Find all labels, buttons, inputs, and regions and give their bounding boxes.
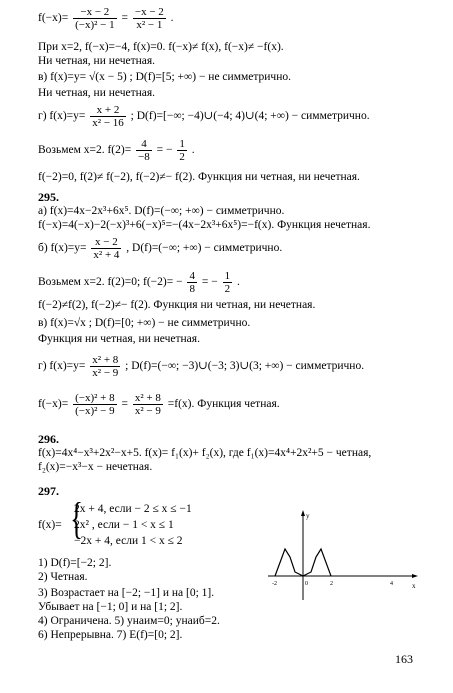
text-line: f₂(x)=−x³−x − нечетная. [38,461,153,473]
text-line [38,354,364,379]
x-axis-arrow [412,574,418,578]
text: = [121,12,128,25]
denominator: (−x)² − 9 [75,405,115,417]
tick-label: 4 [390,581,393,587]
denominator: 2 [179,151,185,163]
numerator: 4 [189,270,195,282]
item-2: 2) Четная. [38,571,88,583]
problem-number: 295. [38,190,59,204]
text-line: Ни четная, ни нечетная. [38,55,156,67]
text: ; D(f)=[−∞; −4)∪(−4; 4)∪(4; +∞) − симметрично. [130,110,370,123]
fraction [133,6,166,31]
text-line [38,236,282,261]
denominator: x² − 9 [92,367,119,379]
numerator: 1 [179,138,185,150]
fraction [90,354,120,379]
fraction [136,138,152,163]
tick-label: -2 [272,581,277,587]
item-6: 6) Непрерывна. 7) E(f)=[0; 2]. [38,629,183,641]
case-1: 2x + 4, если − 2 ≤ x ≤ −1 [74,503,192,515]
denominator: 2 [224,283,231,295]
tick-label: 2 [330,581,333,587]
text-line [38,392,280,417]
text-line: f(−2)=0, f(2)≠ f(−2), f(−2)≠− f(2). Функция ни четная, ни нечетная. [38,171,360,183]
text: ; D(f)=(−∞; −3)∪(−3; 3)∪(3; +∞) − симметрично. [125,360,365,373]
text-line: При x=2, f(−x)=−4, f(x)=0. f(−x)≠ f(x), f(−x)≠ −f(x). [38,41,284,53]
numerator: (−x)² + 8 [75,392,115,404]
function-graph [262,508,422,604]
x-axis-label: x [412,582,416,590]
denominator: 8 [189,283,195,295]
fraction [90,104,126,129]
denominator: x² − 1 [136,19,163,31]
text-line: f(−x)=4(−x)−2(−x)³+6(−x)⁵=−(4x−2x³+6x⁵)=−f(x). Функция нечетная. [38,219,371,231]
y-axis-label: y [306,512,310,520]
text: Возьмем x=2. f(2)= [38,144,132,157]
item-3: 3) Возрастает на [−2; −1] и на [0; 1]. [38,587,215,599]
fraction [177,138,187,163]
text: f(−x)= [38,398,69,411]
text-line: в) f(x)=y= √(x − 5) ; D(f)=[5; +∞) − не симметрично. [38,71,291,83]
numerator: 1 [224,270,231,282]
text-line [38,138,195,163]
text: . [236,276,240,289]
denominator: (−x)² − 1 [75,19,115,31]
text-line: а) f(x)=4x−2x³+6x⁵. D(f)=(−∞; +∞) − симметрично. [38,205,285,217]
text: г) f(x)=y= [38,360,86,373]
text: б) f(x)=y= [38,242,87,255]
brace: { [70,494,83,543]
line-f-minus-x [38,6,174,31]
text-line: f(x)=4x⁴−x³+2x²−x+5. f(x)= f₁(x)+ f₂(x), где f₁(x)=4x⁴+2x²+5 − четная, [38,447,372,459]
denominator: x² − 9 [134,405,161,417]
item-4: Убывает на [−1; 0] и на [1; 2]. [38,601,183,613]
numerator: x² + 8 [134,392,161,404]
text-line: f(−2)≠f(2), f(−2)≠− f(2). Функция ни четная, ни нечетная. [38,299,316,311]
case-3: −2x + 4, если 1 < x ≤ 2 [74,535,183,547]
numerator: 4 [136,138,152,151]
tick-label: 0 [305,581,308,587]
numerator: −x − 2 [73,6,117,19]
text: . [170,12,174,25]
item-1: 1) D(f)=[−2; 2]. [38,557,112,569]
fraction [91,236,121,261]
text: Возьмем x=2. f(2)=0; f(−2)= − [38,276,183,289]
text: =f(x). Функция четная. [167,398,280,411]
y-axis-arrow [301,510,305,516]
item-5: 4) Ограничена. 5) yнаим=0; yнаиб=2. [38,615,220,627]
fx-label: f(x)= [38,519,62,531]
numerator: x² + 8 [92,354,119,366]
problem-number: 296. [38,432,59,446]
numerator: x + 2 [90,104,126,117]
text: . [191,144,195,157]
text-line: Функция ни четная, ни нечетная. [38,333,200,345]
text: , D(f)=(−∞; +∞) − симметрично. [126,242,283,255]
text-line: в) f(x)=√x ; D(f)=[0; +∞) − не симметрично. [38,317,251,329]
numerator: −x − 2 [134,6,164,18]
text-line: Ни четная, ни нечетная. [38,87,156,99]
text-line [38,104,370,129]
text: г) f(x)=y= [38,110,86,123]
fraction [223,270,233,295]
problem-number: 297. [38,484,59,498]
fraction [187,270,197,295]
text-line [38,270,240,295]
page-number: 163 [395,652,413,666]
denominator: x² + 4 [93,249,120,261]
case-2: 2x² , если − 1 < x ≤ 1 [74,519,174,531]
text: f(−x)= [38,12,69,25]
denominator: x² − 16 [92,117,124,129]
fraction [73,6,117,31]
text: = − [201,276,218,289]
text: = − [156,144,173,157]
fraction [133,392,163,417]
fraction [73,392,117,417]
denominator: −8 [138,151,150,163]
numerator: x − 2 [91,236,121,249]
text: = [121,398,128,411]
